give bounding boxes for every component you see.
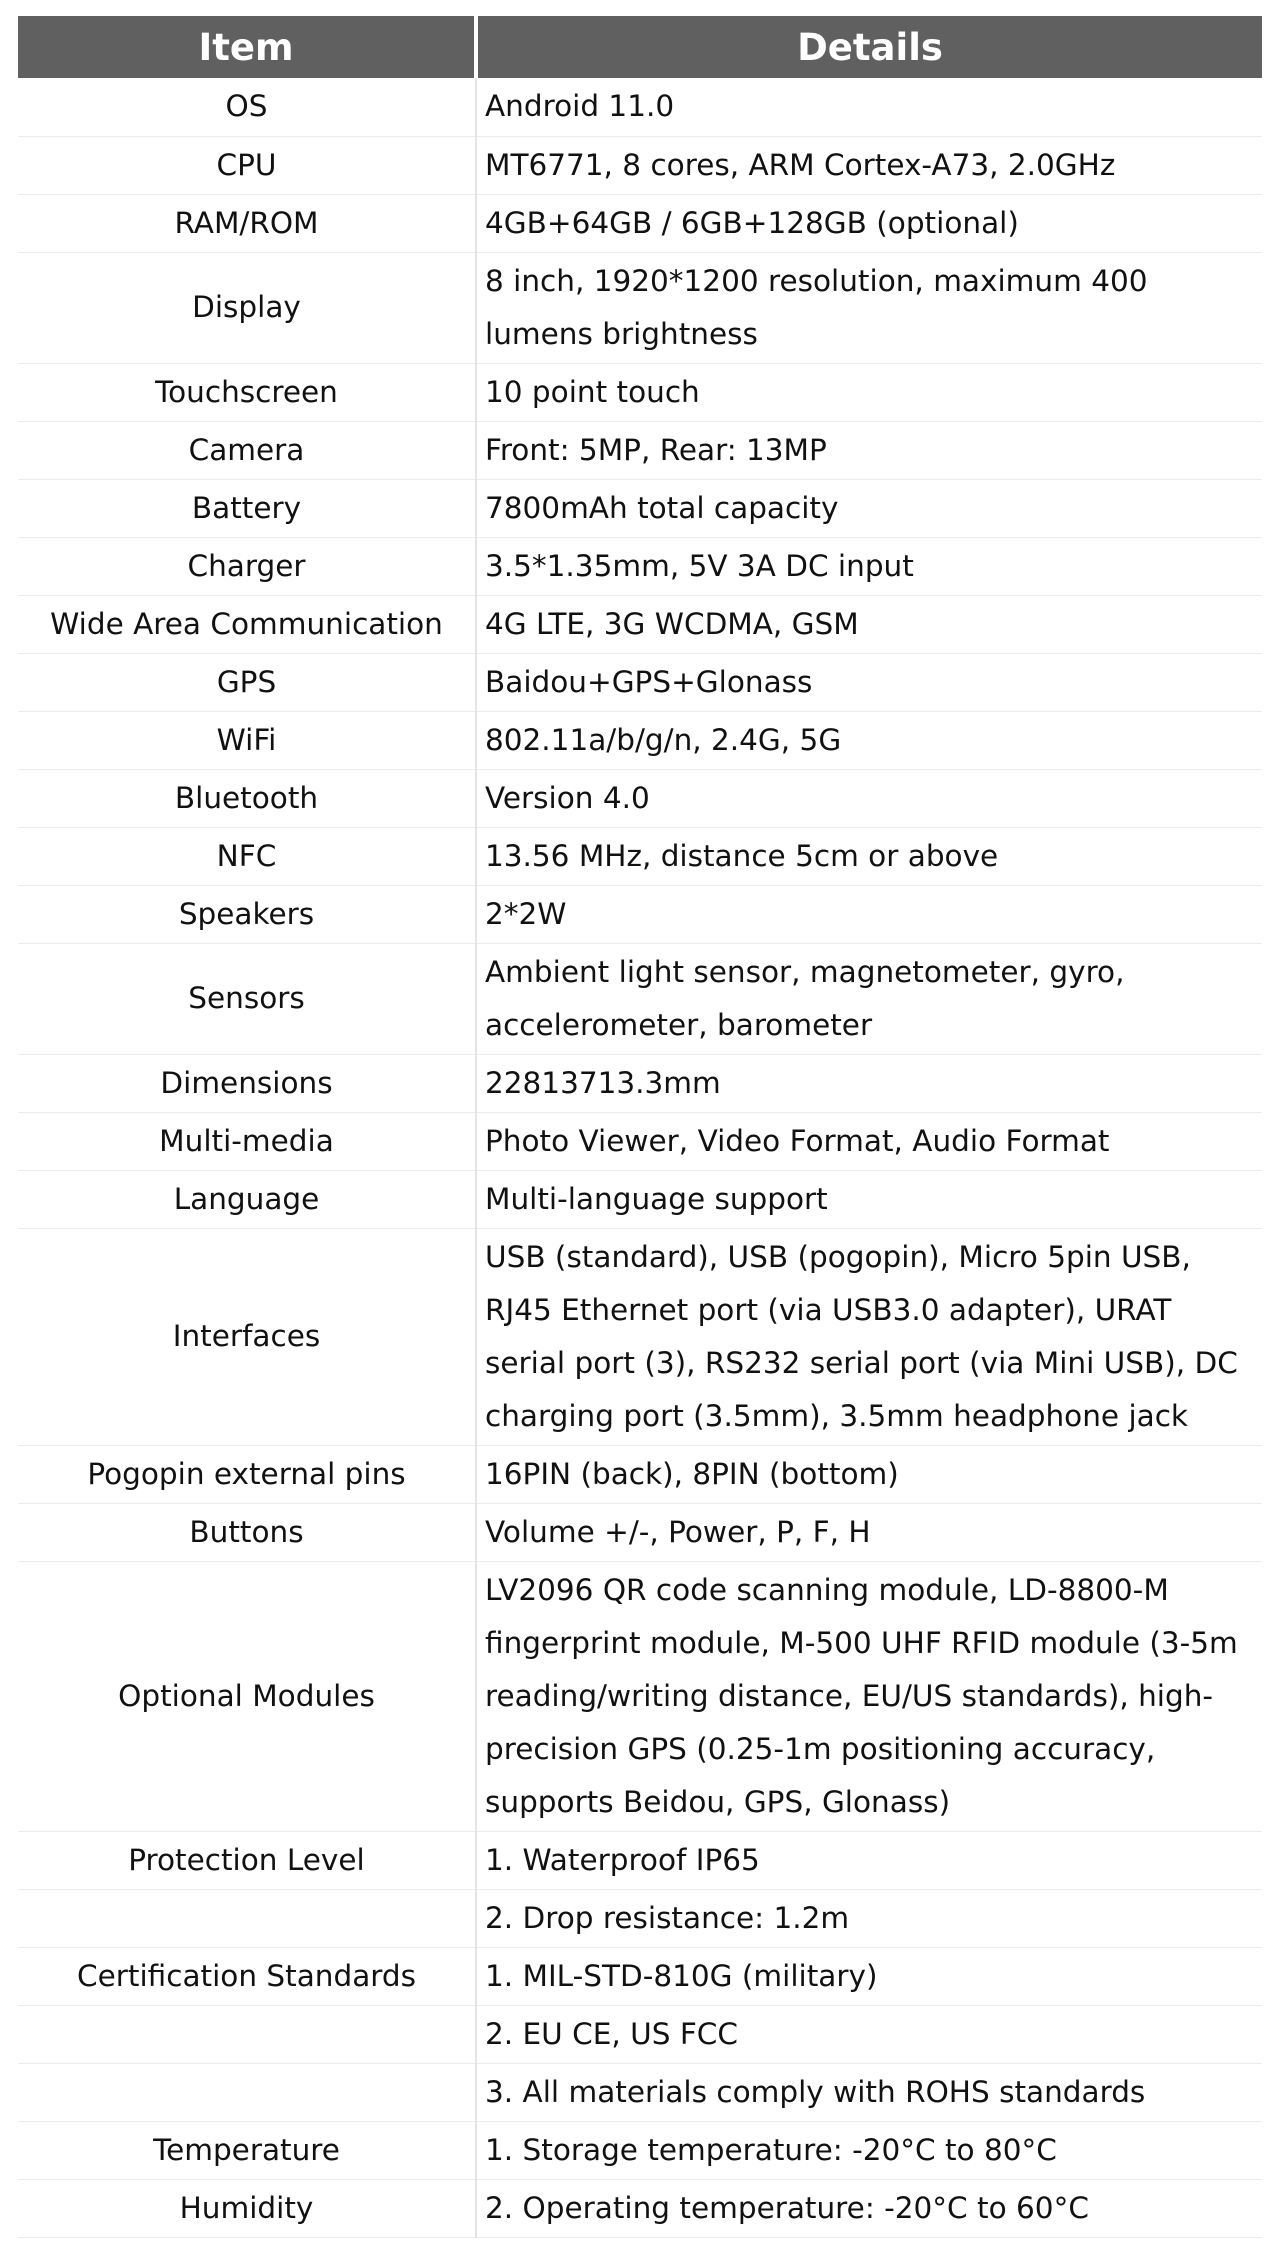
item-cell: Protection Level <box>18 1831 476 1889</box>
table-row <box>18 2005 1262 2063</box>
table-row <box>18 363 1262 421</box>
table-row <box>18 827 1262 885</box>
details-cell: Volume +/-, Power, P, F, H <box>476 1503 1262 1561</box>
item-cell: Sensors <box>18 943 476 1054</box>
item-cell: Charger <box>18 537 476 595</box>
table-row <box>18 1112 1262 1170</box>
table-row <box>18 2121 1262 2179</box>
item-cell: Touchscreen <box>18 363 476 421</box>
details-cell: Baidou+GPS+Glonass <box>476 653 1262 711</box>
table-row <box>18 78 1262 136</box>
details-cell: 802.11a/b/g/n, 2.4G, 5G <box>476 711 1262 769</box>
details-cell: Front: 5MP, Rear: 13MP <box>476 421 1262 479</box>
table-row <box>18 537 1262 595</box>
item-cell: WiFi <box>18 711 476 769</box>
table-row <box>18 136 1262 194</box>
item-cell: Battery <box>18 479 476 537</box>
table-row <box>18 421 1262 479</box>
table-row <box>18 769 1262 827</box>
item-cell <box>18 2063 476 2121</box>
details-cell: Photo Viewer, Video Format, Audio Format <box>476 1112 1262 1170</box>
details-cell: Multi-language support <box>476 1170 1262 1228</box>
table-row <box>18 1445 1262 1503</box>
spec-table <box>18 16 1262 2238</box>
item-cell: Optional Modules <box>18 1561 476 1831</box>
details-cell: 4GB+64GB / 6GB+128GB (optional) <box>476 194 1262 252</box>
details-cell: 16PIN (back), 8PIN (bottom) <box>476 1445 1262 1503</box>
table-row <box>18 1228 1262 1445</box>
details-cell: 2*2W <box>476 885 1262 943</box>
item-cell: Interfaces <box>18 1228 476 1445</box>
table-row <box>18 1831 1262 1889</box>
table-row <box>18 711 1262 769</box>
item-cell: Temperature <box>18 2121 476 2179</box>
details-cell: Version 4.0 <box>476 769 1262 827</box>
item-cell: NFC <box>18 827 476 885</box>
table-header <box>18 16 1262 78</box>
table-row <box>18 885 1262 943</box>
details-cell: 1. Storage temperature: -20°C to 80°C <box>476 2121 1262 2179</box>
details-cell: 3.5*1.35mm, 5V 3A DC input <box>476 537 1262 595</box>
item-cell: Language <box>18 1170 476 1228</box>
details-cell: 13.56 MHz, distance 5cm or above <box>476 827 1262 885</box>
item-cell: GPS <box>18 653 476 711</box>
table-body <box>18 78 1262 2237</box>
details-cell: LV2096 QR code scanning module, LD-8800-M fingerprint module, M-500 UHF RFID module (3-5m reading/writing distance, EU/US standards), high-precision GPS (0.25-1m positioning accuracy, supports Beidou, GPS, Glonass) <box>476 1561 1262 1831</box>
table-row <box>18 1889 1262 1947</box>
header-details: Details <box>476 16 1262 78</box>
item-cell: Speakers <box>18 885 476 943</box>
details-cell: USB (standard), USB (pogopin), Micro 5pin USB, RJ45 Ethernet port (via USB3.0 adapter), URAT serial port (3), RS232 serial port (via Mini USB), DC charging port (3.5mm), 3.5mm headphone jack <box>476 1228 1262 1445</box>
item-cell: Certification Standards <box>18 1947 476 2005</box>
table-row <box>18 252 1262 363</box>
table-row <box>18 194 1262 252</box>
details-cell: 2. Operating temperature: -20°C to 60°C <box>476 2179 1262 2237</box>
table-row <box>18 595 1262 653</box>
table-row <box>18 1170 1262 1228</box>
header-row <box>18 16 1262 78</box>
details-cell: 1. Waterproof IP65 <box>476 1831 1262 1889</box>
item-cell <box>18 2005 476 2063</box>
details-cell: Android 11.0 <box>476 78 1262 136</box>
details-cell: MT6771, 8 cores, ARM Cortex-A73, 2.0GHz <box>476 136 1262 194</box>
details-cell: 1. MIL-STD-810G (military) <box>476 1947 1262 2005</box>
table-row <box>18 1503 1262 1561</box>
item-cell: Display <box>18 252 476 363</box>
details-cell: Ambient light sensor, magnetometer, gyro, accelerometer, barometer <box>476 943 1262 1054</box>
table-row <box>18 653 1262 711</box>
item-cell: RAM/ROM <box>18 194 476 252</box>
item-cell: OS <box>18 78 476 136</box>
item-cell: Wide Area Communication <box>18 595 476 653</box>
item-cell: Pogopin external pins <box>18 1445 476 1503</box>
item-cell: Camera <box>18 421 476 479</box>
item-cell: Bluetooth <box>18 769 476 827</box>
table-row <box>18 2179 1262 2237</box>
table-row <box>18 943 1262 1054</box>
details-cell: 10 point touch <box>476 363 1262 421</box>
table-row <box>18 1561 1262 1831</box>
table-row <box>18 1054 1262 1112</box>
table-row <box>18 1947 1262 2005</box>
details-cell: 22813713.3mm <box>476 1054 1262 1112</box>
details-cell: 7800mAh total capacity <box>476 479 1262 537</box>
item-cell: Dimensions <box>18 1054 476 1112</box>
item-cell: Buttons <box>18 1503 476 1561</box>
table-row <box>18 479 1262 537</box>
table-row <box>18 2063 1262 2121</box>
header-item: Item <box>18 16 476 78</box>
details-cell: 8 inch, 1920*1200 resolution, maximum 400 lumens brightness <box>476 252 1262 363</box>
details-cell: 2. Drop resistance: 1.2m <box>476 1889 1262 1947</box>
details-cell: 4G LTE, 3G WCDMA, GSM <box>476 595 1262 653</box>
item-cell: Multi-media <box>18 1112 476 1170</box>
details-cell: 3. All materials comply with ROHS standards <box>476 2063 1262 2121</box>
item-cell: CPU <box>18 136 476 194</box>
item-cell: Humidity <box>18 2179 476 2237</box>
details-cell: 2. EU CE, US FCC <box>476 2005 1262 2063</box>
item-cell <box>18 1889 476 1947</box>
